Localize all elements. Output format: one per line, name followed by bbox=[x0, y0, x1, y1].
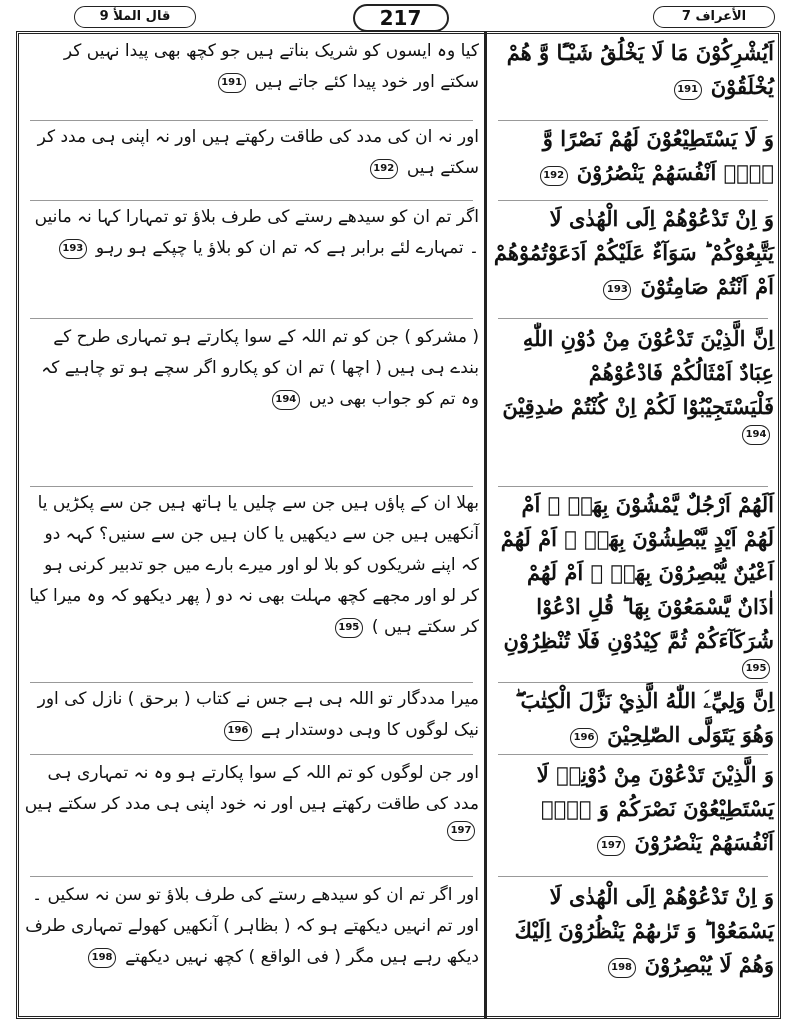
verse-number-badge: 197 bbox=[447, 821, 475, 841]
verse-number-badge: 196 bbox=[570, 728, 598, 748]
verse-number-badge: 196 bbox=[224, 721, 252, 741]
verse-separator bbox=[498, 120, 768, 121]
para-name-label: قال الملأ 9 bbox=[74, 6, 196, 28]
arabic-verse-192 bbox=[492, 122, 774, 190]
urdu-verse-191 bbox=[24, 36, 479, 98]
verse-number-badge: 198 bbox=[608, 958, 636, 978]
verse-separator bbox=[30, 200, 473, 201]
verse-separator bbox=[30, 682, 473, 683]
arabic-verse-193 bbox=[492, 202, 774, 304]
verse-separator bbox=[30, 754, 473, 755]
arabic-text: اَلَهُمْ اَرْجُلٌ يَّمْشُوْنَ بِهَاۤ ۫ اَمْ لَهُمْ اَيْدٍ يَّبْطِشُوْنَ بِهَاۤ ۫ اَمْ لَهُمْ اَعْيُنٌ يُّبْصِرُوْنَ بِهَاۤ ۫ اَمْ لَهُمْ اٰذَانٌ يَّسْمَعُوْنَ بِهَا ؕ قُلِ ادْعُوْا شُرَكَآءَكُمْ ثُمَّ كِيْدُوْنِ فَلَا تُنْظِرُوْنِ bbox=[500, 492, 774, 653]
urdu-translation-column bbox=[24, 36, 479, 1015]
verse-number-badge: 193 bbox=[603, 280, 631, 300]
urdu-text: میرا مددگار تو اللہ ہی ہے جس نے کتاب ( برحق ) نازل کی اور نیک لوگوں کا وہی دوستدار ہے bbox=[37, 689, 479, 740]
verse-number-badge: 197 bbox=[597, 836, 625, 856]
arabic-text: وَ لَا يَسْتَطِيْعُوْنَ لَهُمْ نَصْرًا وَّ لَاۤ اَنْفُسَهُمْ يَنْصُرُوْنَ bbox=[542, 126, 774, 185]
surah-name-label: الأعراف 7 bbox=[653, 6, 775, 28]
arabic-text: اَيُشْرِكُوْنَ مَا لَا يَخْلُقُ شَيْـًٔا وَّ هُمْ يُخْلَقُوْنَ bbox=[506, 40, 774, 99]
verse-number-badge: 191 bbox=[218, 73, 246, 93]
urdu-verse-192 bbox=[24, 122, 479, 184]
verse-number-badge: 192 bbox=[540, 166, 568, 186]
arabic-text: اِنَّ الَّذِيْنَ تَدْعُوْنَ مِنْ دُوْنِ اللّٰهِ عِبَادٌ اَمْثَالُكُمْ فَادْعُوْهُمْ فَلْيَسْتَجِيْبُوْا لَكُمْ اِنْ كُنْتُمْ صٰدِقِيْنَ bbox=[502, 326, 774, 419]
verse-separator bbox=[498, 754, 768, 755]
verse-separator bbox=[498, 200, 768, 201]
urdu-verse-195 bbox=[24, 488, 479, 643]
verse-separator bbox=[30, 318, 473, 319]
urdu-text: اور نہ ان کی مدد کی طاقت رکھتے ہیں اور نہ اپنی ہی مدد کر سکتے ہیں bbox=[37, 127, 479, 178]
verse-separator bbox=[498, 876, 768, 877]
column-divider bbox=[484, 31, 487, 1019]
urdu-text: کیا وہ ایسوں کو شریک بناتے ہیں جو کچھ بھی پیدا نہیں کر سکتے اور خود پیدا کئے جاتے ہیں bbox=[63, 41, 479, 92]
urdu-verse-194 bbox=[24, 322, 479, 415]
verse-number-badge: 195 bbox=[742, 659, 770, 679]
arabic-verse-195 bbox=[492, 488, 774, 679]
arabic-text: وَ اِنْ تَدْعُوْهُمْ اِلَى الْهُدٰى لَا يَتَّبِعُوْكُمْ ؕ سَوَآءٌ عَلَيْكُمْ اَدَعَوْتُمُوْهُمْ اَمْ اَنْتُمْ صَامِتُوْنَ bbox=[493, 206, 774, 299]
urdu-text: بھلا ان کے پاؤں ہیں جن سے چلیں یا ہاتھ ہیں جن سے پکڑیں یا آنکھیں ہیں جن سے دیکھیں یا کان ہیں جن سے سنیں؟ کہہ دو کہ اپنے شریکوں کو بلا لو اور میرے بارے میں جو تدبیر کرنی ہو کر لو اور مجھے کچھ مہلت بھی نہ دو ( پھر دیکھو کہ وہ میرا کیا کر سکتے ہیں ) bbox=[29, 493, 479, 637]
verse-separator bbox=[498, 682, 768, 683]
arabic-verse-191 bbox=[492, 36, 774, 104]
arabic-text: وَ الَّذِيْنَ تَدْعُوْنَ مِنْ دُوْنِهٖ لَا يَسْتَطِيْعُوْنَ نَصْرَكُمْ وَ لَاۤ اَنْفُسَهُمْ يَنْصُرُوْنَ bbox=[536, 762, 774, 855]
verse-separator bbox=[498, 318, 768, 319]
verse-separator bbox=[30, 486, 473, 487]
arabic-text: وَ اِنْ تَدْعُوْهُمْ اِلَى الْهُدٰى لَا يَسْمَعُوْا ؕ وَ تَرٰىهُمْ يَنْظُرُوْنَ اِلَيْكَ وَهُمْ لَا يُبْصِرُوْنَ bbox=[514, 884, 774, 977]
arabic-column bbox=[492, 36, 774, 1015]
urdu-text: ( مشرکو ) جن کو تم اللہ کے سوا پکارتے ہو تمہاری طرح کے بندے ہی ہیں ( اچھا ) تم ان کو پکارو اگر سچے ہو تو چاہیے کہ وہ تم کو جواب بھی دیں bbox=[41, 327, 479, 409]
verse-number-badge: 195 bbox=[335, 618, 363, 638]
urdu-text: اور اگر تم ان کو سیدھے رستے کی طرف بلاؤ تو سن نہ سکیں ۔ اور تم انہیں دیکھتے ہو کہ ( بظاہر ) آنکھیں کھولے تمہاری طرف دیکھ رہے ہیں مگر ( فی الواقع ) کچھ نہیں دیکھتے bbox=[25, 885, 479, 967]
page-header bbox=[10, 4, 791, 30]
verse-number-badge: 193 bbox=[59, 239, 87, 259]
arabic-verse-198 bbox=[492, 880, 774, 982]
urdu-text: اگر تم ان کو سیدھے رستے کی طرف بلاؤ تو تمہارا کہا نہ مانیں ۔ تمہارے لئے برابر ہے کہ تم ان کو بلاؤ یا چپکے ہو رہو bbox=[34, 207, 479, 258]
arabic-verse-197 bbox=[492, 758, 774, 860]
urdu-text: اور جن لوگوں کو تم اللہ کے سوا پکارتے ہو وہ نہ تمہاری ہی مدد کی طاقت رکھتے ہیں اور نہ خود اپنی ہی مدد کر سکتے ہیں bbox=[24, 763, 479, 814]
urdu-verse-196 bbox=[24, 684, 479, 746]
verse-number-badge: 194 bbox=[272, 390, 300, 410]
verse-separator bbox=[30, 876, 473, 877]
verse-number-badge: 194 bbox=[742, 425, 770, 445]
verse-number-badge: 198 bbox=[88, 948, 116, 968]
arabic-text: اِنَّ وَلِيِّۦَ اللّٰهُ الَّذِيْ نَزَّلَ الْكِتٰبَ ۖ وَهُوَ يَتَوَلَّى الصّٰلِحِيْنَ bbox=[515, 688, 774, 747]
urdu-verse-193 bbox=[24, 202, 479, 264]
verse-separator bbox=[498, 486, 768, 487]
page-number: 217 bbox=[353, 4, 449, 32]
verse-separator bbox=[30, 120, 473, 121]
verse-number-badge: 192 bbox=[370, 159, 398, 179]
arabic-verse-194 bbox=[492, 322, 774, 445]
urdu-verse-198 bbox=[24, 880, 479, 973]
arabic-verse-196 bbox=[492, 684, 774, 752]
urdu-verse-197 bbox=[24, 758, 479, 841]
verse-number-badge: 191 bbox=[674, 80, 702, 100]
